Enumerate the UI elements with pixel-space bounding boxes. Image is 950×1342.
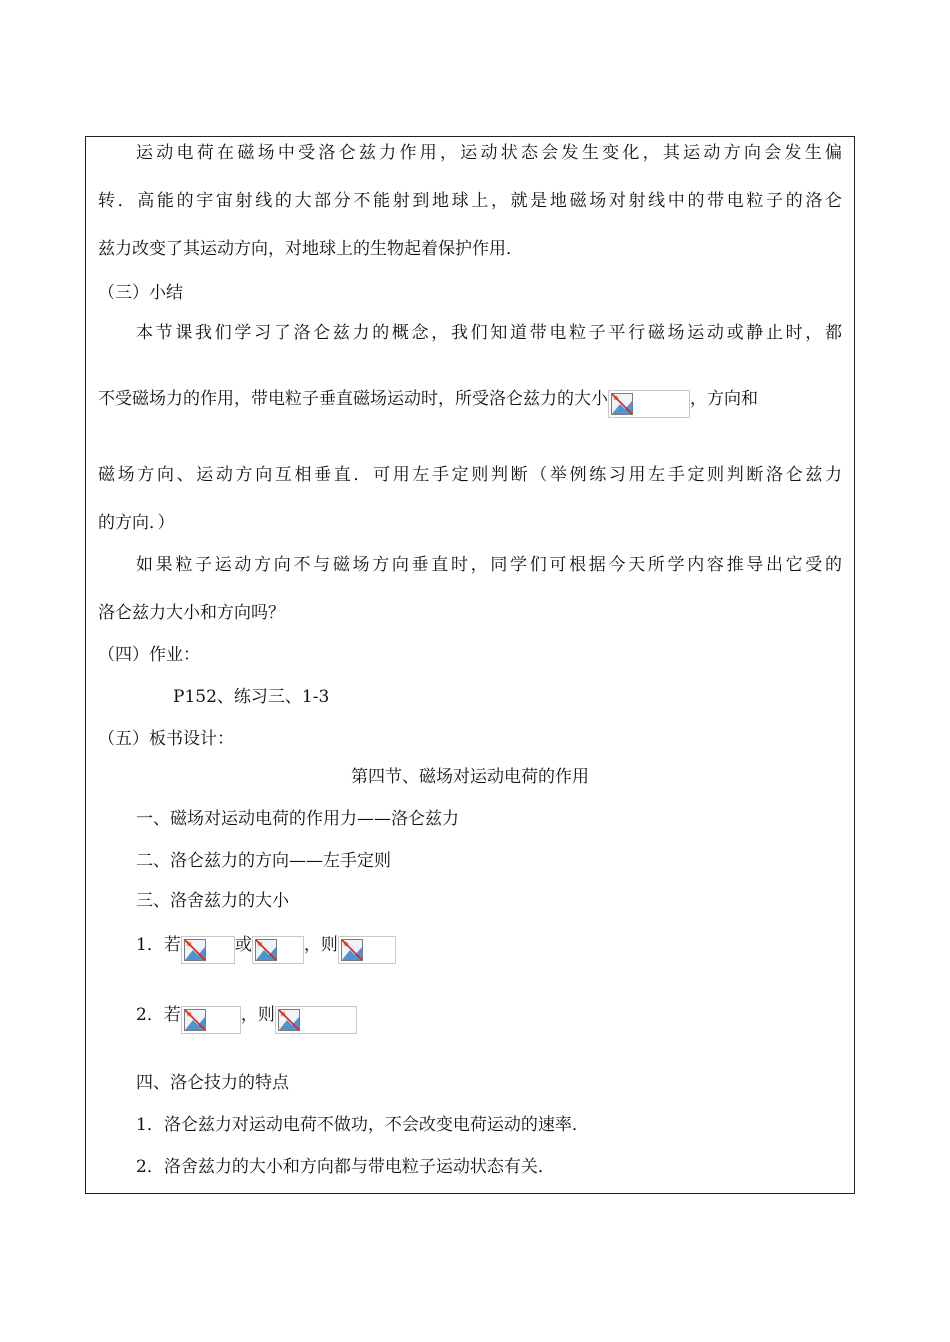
board-formula-line (136, 933, 396, 957)
section-heading: （五）板书设计： (98, 729, 234, 749)
board-item: 1．洛仑兹力对运动电荷不做功，不会改变电荷运动的速率． (136, 1115, 589, 1135)
paragraph-line: 磁场方向、运动方向互相垂直．可用左手定则判断（举例练习用左手定则判断洛仑兹力 (98, 465, 842, 485)
paragraph-line-with-formula (98, 387, 758, 411)
paragraph-line: 的方向．） (98, 513, 175, 533)
board-text: 或 (234, 935, 252, 955)
board-text: 1．若 (136, 935, 181, 955)
board-text: 2．若 (136, 1005, 181, 1025)
homework-item: P152、练习三、1-3 (173, 687, 330, 707)
broken-image-icon (278, 1009, 300, 1031)
board-item: 2．洛舍兹力的大小和方向都与带电粒子运动状态有关． (136, 1157, 555, 1177)
board-item: 一、磁场对运动电荷的作用力——洛仑兹力 (136, 809, 459, 829)
paragraph-text: ，方向和 (690, 389, 758, 409)
broken-image-icon (255, 939, 277, 961)
paragraph-line: 运动电荷在磁场中受洛仑兹力作用，运动状态会发生变化，其运动方向会发生偏 (136, 143, 842, 163)
formula-image-placeholder (275, 1006, 357, 1034)
formula-image-placeholder (608, 390, 690, 418)
paragraph-text: 不受磁场力的作用，带电粒子垂直磁场运动时，所受洛仑兹力的大小 (98, 389, 608, 409)
paragraph-line: 本节课我们学习了洛仑兹力的概念，我们知道带电粒子平行磁场运动或静止时，都 (136, 323, 842, 343)
broken-image-icon (611, 393, 633, 415)
board-title: 第四节、磁场对运动电荷的作用 (351, 767, 589, 787)
paragraph-line: 兹力改变了其运动方向，对地球上的生物起着保护作用． (98, 239, 523, 259)
section-heading: （四）作业： (98, 645, 200, 665)
section-heading: （三）小结 (98, 283, 183, 303)
board-item: 四、洛仑技力的特点 (136, 1073, 289, 1093)
paragraph-line: 转．高能的宇宙射线的大部分不能射到地球上，就是地磁场对射线中的带电粒子的洛仑 (98, 191, 842, 211)
paragraph-line: 洛仑兹力大小和方向吗？ (98, 603, 285, 623)
broken-image-icon (184, 1009, 206, 1031)
broken-image-icon (184, 939, 206, 961)
board-formula-line (136, 1003, 357, 1027)
board-item: 二、洛仑兹力的方向——左手定则 (136, 851, 391, 871)
formula-image-placeholder (338, 936, 396, 964)
formula-image-placeholder (181, 936, 235, 964)
formula-image-placeholder (252, 936, 304, 964)
broken-image-icon (341, 939, 363, 961)
board-item: 三、洛舍兹力的大小 (136, 891, 289, 911)
content-frame (85, 136, 855, 1194)
paragraph-line: 如果粒子运动方向不与磁场方向垂直时，同学们可根据今天所学内容推导出它受的 (136, 555, 842, 575)
board-text: ，则 (240, 1005, 275, 1025)
board-text: ，则 (303, 935, 338, 955)
formula-image-placeholder (181, 1006, 241, 1034)
